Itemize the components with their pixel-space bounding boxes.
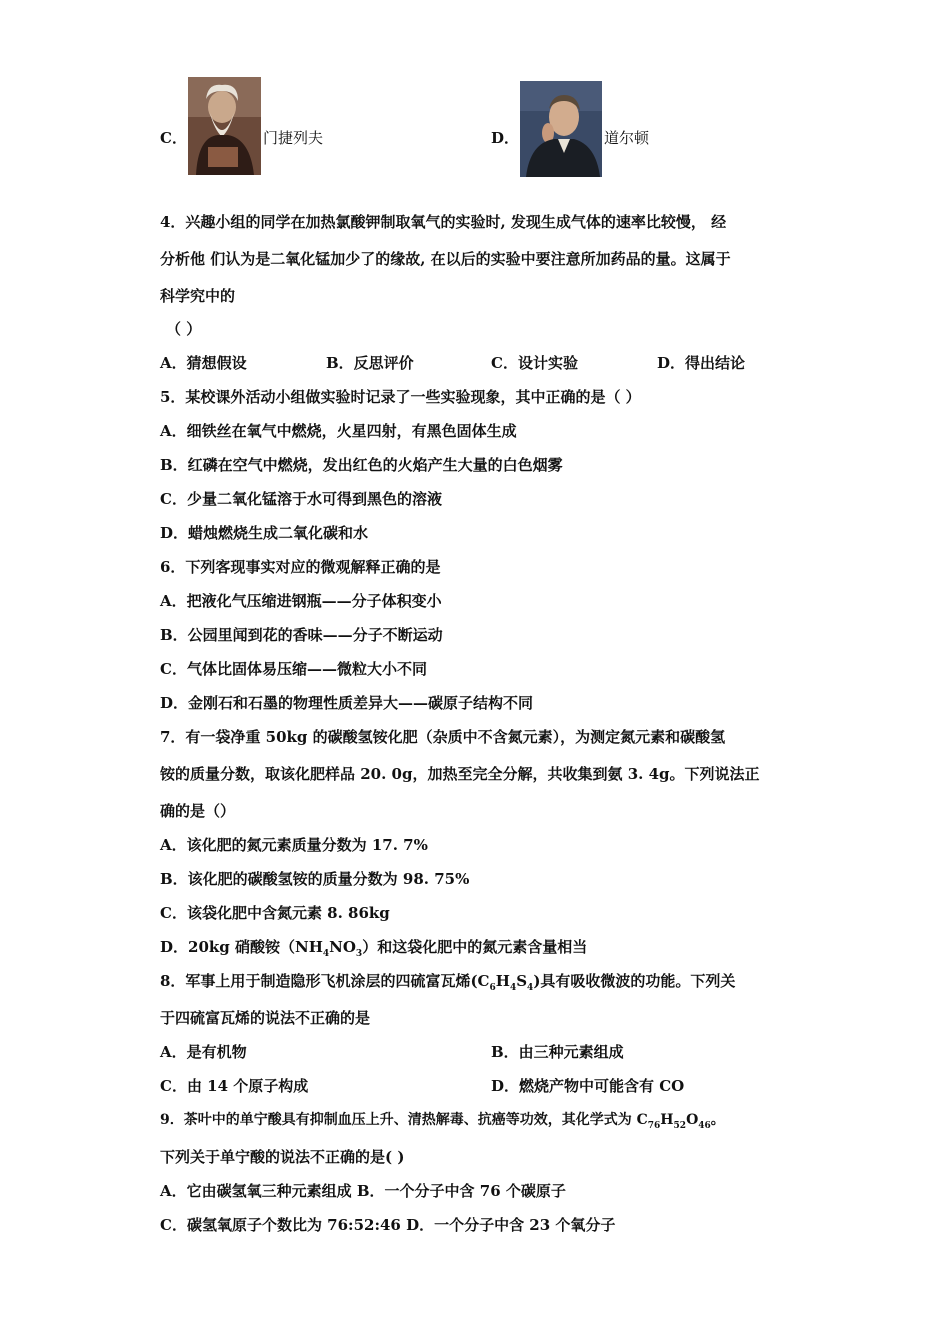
q8-option-c: C．由 14 个原子构成: [160, 1077, 309, 1095]
q8-option-b: B．由三种元素组成: [491, 1043, 624, 1061]
q8-option-a: A．是有机物: [160, 1043, 247, 1061]
q7-stem-line1: 7．有一袋净重 50kg 的碳酸氢铵化肥（杂质中不含氮元素），为测定氮元素和碳酸氢: [160, 728, 726, 746]
q9-line1-post: 。: [710, 1112, 725, 1128]
q4-stem-line3: 科学究中的: [160, 287, 236, 305]
q6-option-b: B．公园里闻到花的香味——分子不断运动: [160, 626, 443, 644]
q7-option-d-pre: D．20kg 硝酸铵（NH: [160, 938, 323, 956]
q8-s: S: [516, 972, 528, 990]
q7-option-c: C．该袋化肥中含氮元素 8. 86kg: [160, 904, 390, 922]
q8-line1-post: )具有吸收微波的功能。下列关: [533, 972, 736, 990]
q4-option-c: C．设计实验: [491, 354, 578, 372]
q8-stem-line1: [160, 970, 735, 999]
q5-option-d: D．蜡烛燃烧生成二氧化碳和水: [160, 524, 369, 542]
dalton-portrait: [520, 81, 602, 177]
q8-line1-pre: 8．军事上用于制造隐形飞机涂层的四硫富瓦烯(C: [160, 972, 490, 990]
q4-option-b: B．反思评价: [326, 354, 414, 372]
q7-option-d-sub2: 3: [355, 949, 363, 959]
q5-option-c: C．少量二氧化锰溶于水可得到黑色的溶液: [160, 490, 442, 508]
q9-line1-pre: 9．茶叶中的单宁酸具有抑制血压上升、清热解毒、抗癌等功效，其化学式为 C: [160, 1112, 648, 1128]
q5-option-b: B．红磷在空气中燃烧，发出红色的火焰产生大量的白色烟雾: [160, 456, 563, 474]
q6-option-c: C．气体比固体易压缩——微粒大小不同: [160, 660, 427, 678]
q9-sub-c: 76: [647, 1120, 661, 1131]
q6-stem: 6．下列客现事实对应的微观解释正确的是: [160, 558, 441, 576]
q9-options-ab: A．它由碳氢氧三种元素组成 B．一个分子中含 76 个碳原子: [160, 1182, 566, 1200]
q8-sub-s: 4: [527, 983, 534, 993]
q7-option-d-mid: NO: [329, 938, 356, 956]
mendeleev-portrait: [188, 77, 261, 175]
q9-h: H: [660, 1112, 674, 1128]
q9-stem-line2: 下列关于单宁酸的说法不正确的是( ): [160, 1148, 405, 1166]
q3-option-d-name: 道尔顿: [604, 129, 650, 147]
q9-o: O: [686, 1112, 699, 1128]
q4-stem-line2: 分析他 们认为是二氧化锰加少了的缘故, 在以后的实验中要注意所加药品的量。这属于: [160, 250, 731, 268]
q8-sub-h: 4: [509, 983, 517, 993]
q3-option-c-letter: C．: [160, 129, 187, 147]
q4-stem-line1: 4．兴趣小组的同学在加热氯酸钾制取氧气的实验时, 发现生成气体的速率比较慢， 经: [160, 213, 727, 231]
q7-option-d-post: ）和这袋化肥中的氮元素含量相当: [362, 938, 588, 956]
q8-option-d: D．燃烧产物中可能含有 CO: [491, 1077, 685, 1095]
q7-stem-line2: 铵的质量分数，取该化肥样品 20. 0g，加热至完全分解，共收集到氨 3. 4g。下列说法正: [160, 765, 760, 783]
q4-answer-paren: （ ）: [166, 320, 202, 338]
q4-option-a: A．猜想假设: [160, 354, 247, 372]
q8-stem-line2: 于四硫富瓦烯的说法不正确的是: [160, 1009, 371, 1027]
q8-h: H: [495, 972, 510, 990]
q9-sub-h: 52: [673, 1120, 687, 1131]
q7-option-a: A．该化肥的氮元素质量分数为 17. 7%: [160, 836, 428, 854]
q4-option-d: D．得出结论: [657, 354, 746, 372]
q7-option-d-sub1: 4: [322, 949, 330, 959]
q8-sub-c: 6: [489, 983, 496, 993]
q3-option-d-letter: D．: [491, 129, 520, 147]
q7-option-b: B．该化肥的碳酸氢铵的质量分数为 98. 75%: [160, 870, 470, 888]
q5-option-a: A．细铁丝在氧气中燃烧，火星四射，有黑色固体生成: [160, 422, 517, 440]
q6-option-a: A．把液化气压缩进钢瓶——分子体积变小: [160, 592, 442, 610]
q9-sub-o: 46: [698, 1120, 711, 1131]
q5-stem: 5．某校课外活动小组做实验时记录了一些实验现象，其中正确的是（ ）: [160, 388, 641, 406]
q7-stem-line3: 确的是（）: [160, 802, 236, 820]
q3-option-c-name: 门捷列夫: [263, 129, 324, 147]
q9-stem-line1: [160, 1109, 725, 1137]
q9-options-cd: C．碳氢氧原子个数比为 76:52:46 D．一个分子中含 23 个氧分子: [160, 1216, 616, 1234]
q7-option-d: [160, 936, 587, 965]
q6-option-d: D．金刚石和石墨的物理性质差异大——碳原子结构不同: [160, 694, 534, 712]
